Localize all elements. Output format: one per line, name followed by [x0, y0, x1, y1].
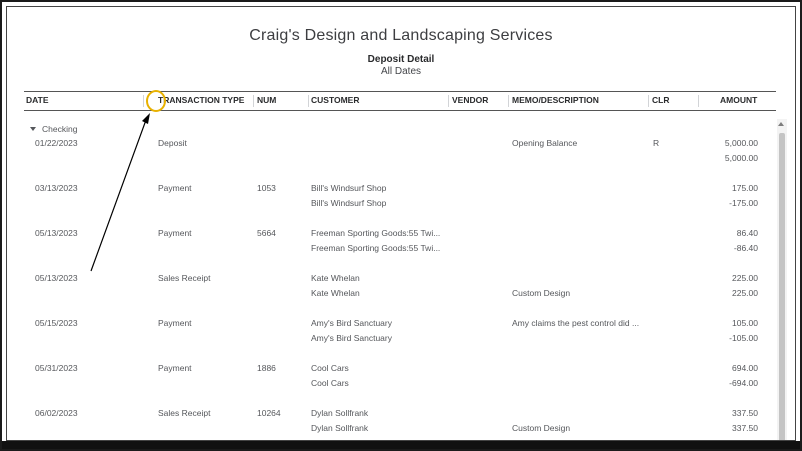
cell-amount[interactable]: 694.00 — [732, 363, 758, 373]
cell-customer[interactable]: Cool Cars — [311, 378, 349, 388]
cell-amount[interactable]: 86.40 — [736, 228, 758, 238]
cell-transaction-type[interactable]: Payment — [158, 318, 192, 328]
cell-customer[interactable]: Kate Whelan — [311, 273, 360, 283]
cell-amount[interactable]: -175.00 — [729, 198, 758, 208]
cell-amount[interactable]: 337.50 — [732, 423, 758, 433]
cell-amount[interactable]: -86.40 — [733, 243, 758, 253]
cell-amount[interactable]: -694.00 — [729, 378, 758, 388]
cell-amount[interactable]: 105.00 — [732, 318, 758, 328]
cell-customer[interactable]: Dylan Sollfrank — [311, 408, 369, 418]
cell-num[interactable]: 1886 — [257, 363, 276, 373]
cell-clr[interactable]: R — [653, 138, 660, 148]
cell-num[interactable]: 10264 — [257, 408, 281, 418]
company-name: Craig's Design and Landscaping Services — [249, 27, 553, 44]
column-header-date[interactable]: DATE — [26, 95, 49, 105]
cell-memo[interactable]: Opening Balance — [512, 138, 578, 148]
cell-customer[interactable]: Kate Whelan — [311, 288, 360, 298]
cell-customer[interactable]: Dylan Sollfrank — [311, 423, 369, 433]
column-header-memo[interactable]: MEMO/DESCRIPTION — [512, 95, 599, 105]
cell-amount[interactable]: 5,000.00 — [724, 138, 758, 148]
cell-customer[interactable]: Bill's Windsurf Shop — [311, 183, 387, 193]
cell-memo[interactable]: Custom Design — [512, 423, 571, 433]
cell-amount[interactable]: 175.00 — [732, 183, 758, 193]
cell-date[interactable]: 05/15/2023 — [35, 318, 78, 328]
cell-amount[interactable]: -105.00 — [729, 333, 758, 343]
cell-num[interactable]: 5664 — [257, 228, 276, 238]
cell-date[interactable]: 03/13/2023 — [35, 183, 78, 193]
column-header-clr[interactable]: CLR — [652, 95, 670, 105]
cell-customer[interactable]: Cool Cars — [311, 363, 349, 373]
cell-date[interactable]: 06/02/2023 — [35, 408, 78, 418]
column-header-amount[interactable]: AMOUNT — [720, 95, 758, 105]
group-label: Checking — [42, 124, 78, 134]
column-header-vendor[interactable]: VENDOR — [452, 95, 489, 105]
cell-transaction-type[interactable]: Payment — [158, 363, 192, 373]
cell-amount[interactable]: 225.00 — [732, 288, 758, 298]
cell-transaction-type[interactable]: Payment — [158, 228, 192, 238]
cell-customer[interactable]: Freeman Sporting Goods:55 Twi... — [311, 243, 441, 253]
frame-shadow — [2, 441, 800, 449]
report-title: Deposit Detail — [367, 54, 435, 65]
cell-customer[interactable]: Amy's Bird Sanctuary — [311, 333, 392, 343]
cell-transaction-type[interactable]: Deposit — [158, 138, 187, 148]
cell-amount[interactable]: 225.00 — [732, 273, 758, 283]
annotation-arrow-icon — [7, 7, 796, 441]
cell-amount[interactable]: 5,000.00 — [724, 153, 758, 163]
cell-customer[interactable]: Bill's Windsurf Shop — [311, 198, 387, 208]
cell-num[interactable]: 1053 — [257, 183, 276, 193]
report-viewport — [6, 6, 796, 441]
cell-date[interactable]: 05/31/2023 — [35, 363, 78, 373]
cell-transaction-type[interactable]: Payment — [158, 183, 192, 193]
column-header-num[interactable]: NUM — [257, 95, 277, 105]
cell-date[interactable]: 05/13/2023 — [35, 228, 78, 238]
column-header-customer[interactable]: CUSTOMER — [311, 95, 360, 105]
cell-memo[interactable]: Amy claims the pest control did ... — [512, 318, 640, 328]
cell-date[interactable]: 01/22/2023 — [35, 138, 78, 148]
cell-memo[interactable]: Custom Design — [512, 288, 571, 298]
cell-date[interactable]: 05/13/2023 — [35, 273, 78, 283]
report-date-range: All Dates — [380, 66, 421, 77]
cell-customer[interactable]: Freeman Sporting Goods:55 Twi... — [311, 228, 441, 238]
cell-customer[interactable]: Amy's Bird Sanctuary — [311, 318, 392, 328]
column-header-transaction-type[interactable]: TRANSACTION TYPE — [158, 95, 245, 105]
cell-amount[interactable]: 337.50 — [732, 408, 758, 418]
cell-transaction-type[interactable]: Sales Receipt — [158, 273, 211, 283]
cell-transaction-type[interactable]: Sales Receipt — [158, 408, 211, 418]
